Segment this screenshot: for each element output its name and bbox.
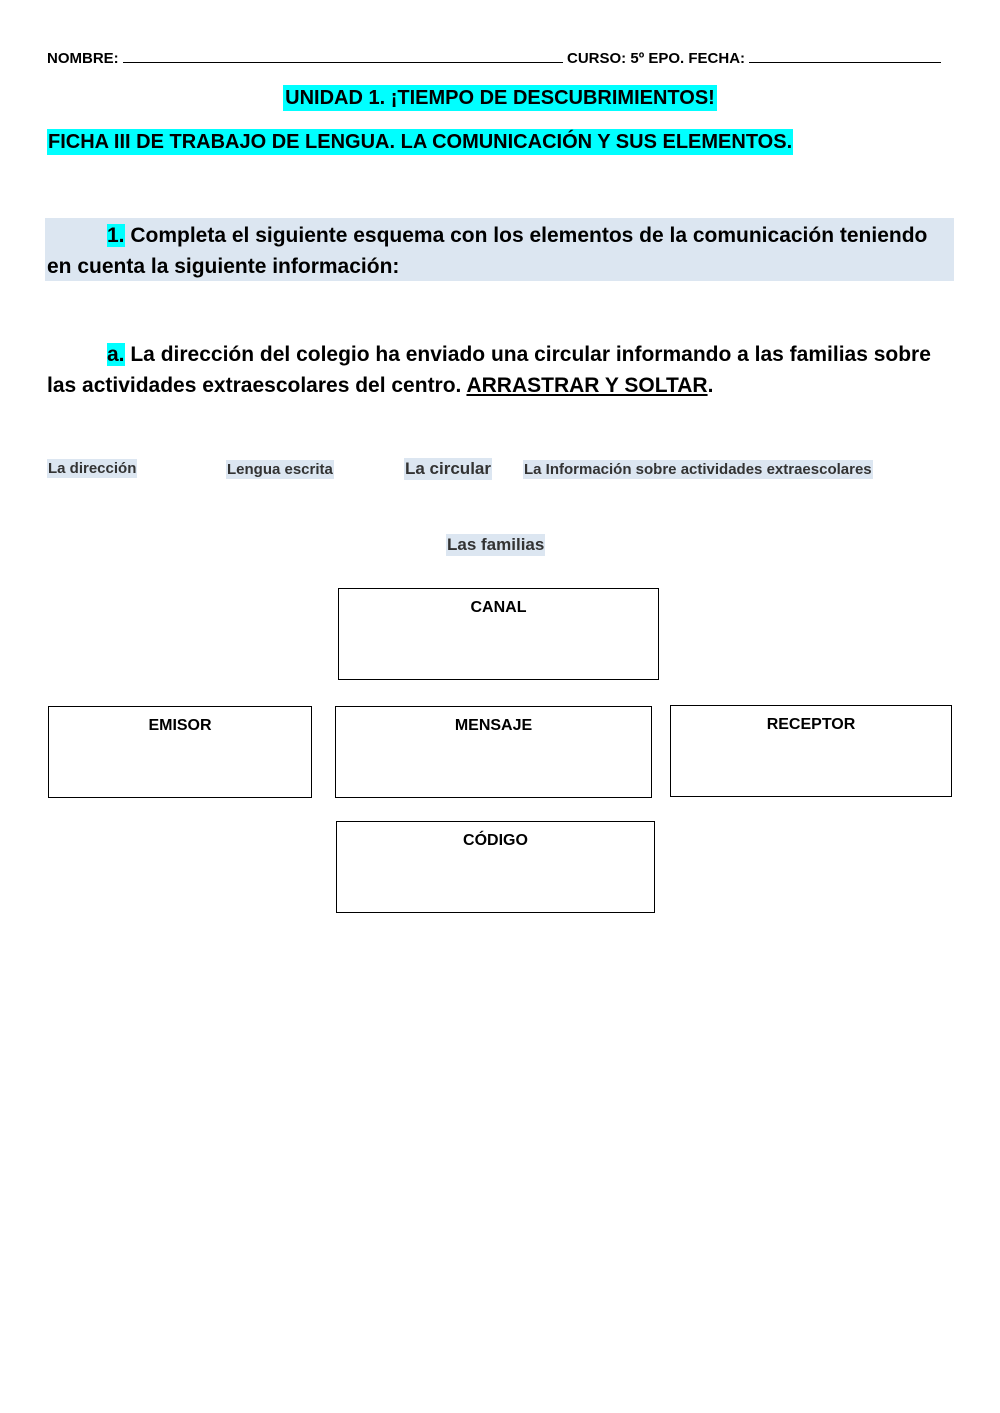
drag-item-lengua-escrita[interactable]: Lengua escrita	[227, 461, 333, 478]
drop-zone-codigo-label: CÓDIGO	[463, 832, 528, 849]
course-label: CURSO: 5º EPO.	[567, 50, 685, 67]
worksheet-title-text: FICHA III DE TRABAJO DE LENGUA. LA COMUNICACIÓN Y SUS ELEMENTOS.	[48, 131, 793, 153]
part-a-statement	[47, 339, 952, 401]
drop-zone-codigo[interactable]	[336, 821, 655, 913]
drop-zone-mensaje[interactable]	[335, 706, 652, 798]
drop-zone-emisor-label: EMISOR	[148, 717, 212, 734]
exercise-number: 1.	[107, 224, 125, 247]
drop-zone-emisor[interactable]	[48, 706, 312, 798]
exercise-instruction-text: Completa el siguiente esquema con los elementos de la comunicación teniendo en cuenta la siguiente información:	[47, 224, 928, 278]
unit-title	[0, 87, 1000, 110]
unit-title-text: UNIDAD 1. ¡TIEMPO DE DESCUBRIMIENTOS!	[285, 87, 715, 109]
drag-item-la-circular[interactable]: La circular	[405, 459, 491, 478]
date-field[interactable]	[749, 48, 941, 63]
exercise-instruction	[47, 220, 947, 282]
drop-zone-canal-label: CANAL	[470, 599, 527, 616]
drop-zone-receptor[interactable]	[670, 705, 952, 797]
name-label: NOMBRE:	[47, 50, 119, 67]
drag-item-la-informacion[interactable]: La Información sobre actividades extraescolares	[524, 461, 872, 478]
date-label: FECHA:	[688, 50, 746, 67]
drop-zone-mensaje-label: MENSAJE	[454, 717, 533, 734]
name-field[interactable]	[123, 48, 563, 63]
worksheet-title	[47, 131, 793, 154]
drop-zone-receptor-label: RECEPTOR	[766, 716, 856, 733]
header-line	[47, 48, 952, 67]
part-a-letter: a.	[107, 343, 125, 366]
drop-zone-canal[interactable]	[338, 588, 659, 680]
part-a-text: La dirección del colegio ha enviado una circular informando a las familias sobre las actividades extraescolares del centro.	[47, 343, 931, 397]
drag-item-las-familias[interactable]: Las familias	[447, 535, 545, 554]
drag-item-la-direccion[interactable]: La dirección	[48, 460, 137, 477]
drag-drop-instruction: ARRASTRAR Y SOLTAR	[466, 374, 708, 397]
part-a-end: .	[707, 374, 714, 397]
